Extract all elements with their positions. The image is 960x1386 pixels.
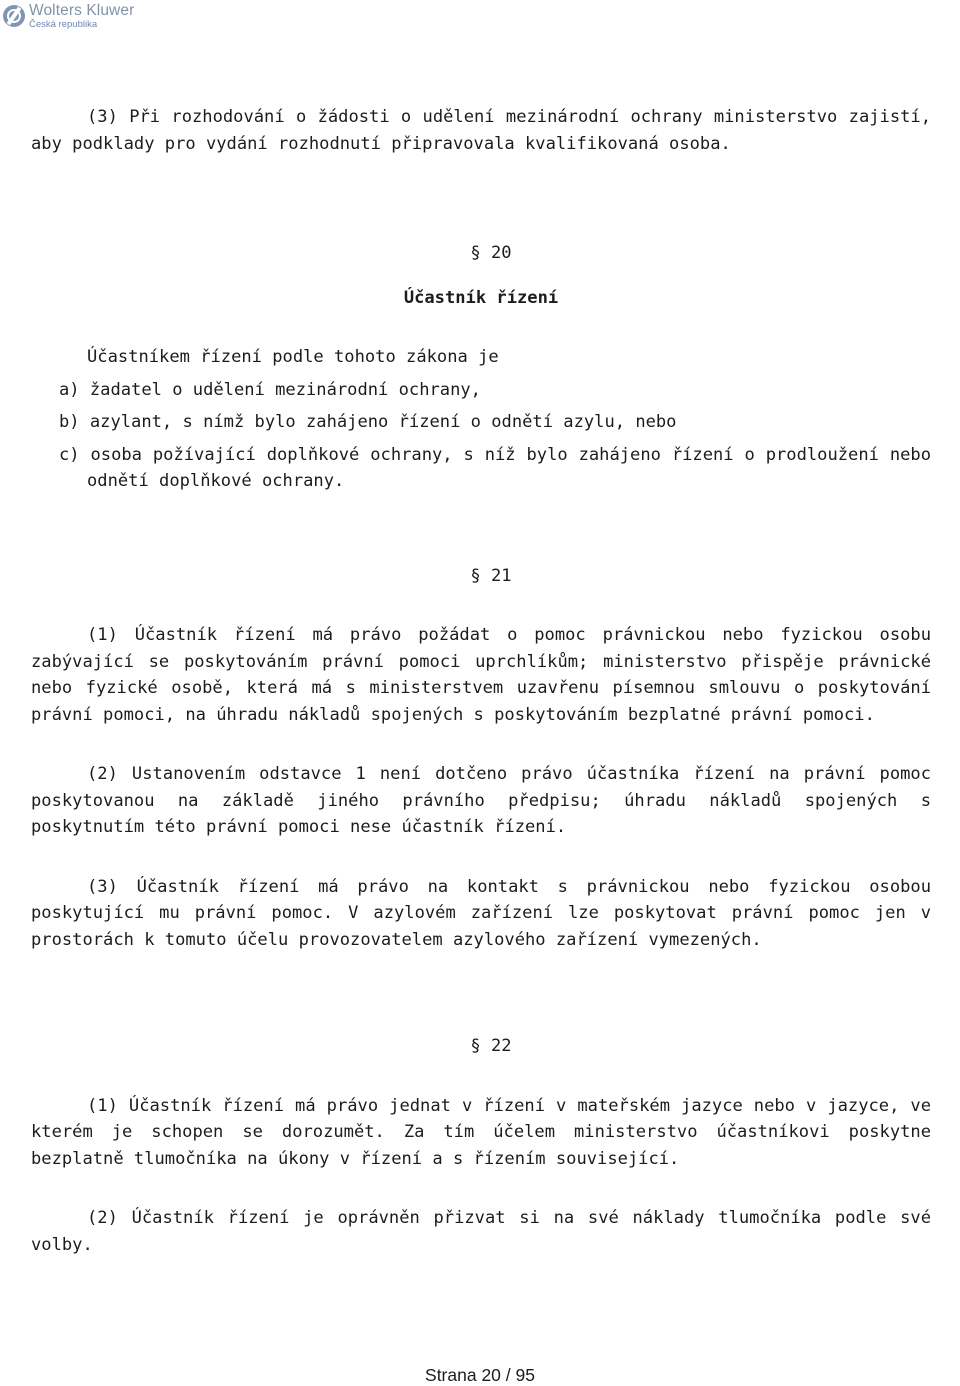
paragraph-19-3: (3) Při rozhodování o žádosti o udělení mezinárodní ochrany ministerstvo zajistí, aby podklady pro vydání rozhodnutí připravovala kvalifikovaná osoba. bbox=[31, 107, 931, 154]
logo-brand: Wolters Kluwer bbox=[29, 2, 135, 19]
logo-subbrand: Česká republika bbox=[29, 18, 98, 30]
section-22-paragraph-1: (1) Účastník řízení má právo jednat v řízení v mateřském jazyce nebo v jazyce, ve kterém je schopen se dorozumět. Za tím účelem ministerstvo účastníkovi poskytne bezplatně tlumočníka na úkony v řízení a s řízením související. bbox=[31, 1095, 931, 1169]
section-22-number: § 22 bbox=[470, 1036, 512, 1056]
section-20-intro: Účastníkem řízení podle tohoto zákona je bbox=[87, 347, 499, 367]
section-21-paragraph-1: (1) Účastník řízení má právo požádat o pomoc právnickou nebo fyzickou osobu zabývající se poskytováním právní pomoci uprchlíkům; ministerstvo přispěje právnické nebo fyzické osobě, která má s ministerstvem uzavřenu písemnou smlouvu o poskytování právní pomoci, na úhradu nákladů spojených s poskytováním bezplatné právní pomoci. bbox=[31, 625, 931, 725]
section-21-paragraph-2: (2) Ustanovením odstavce 1 není dotčeno právo účastníka řízení na právní pomoc poskytovanou na základě jiného právního předpisu; úhradu nákladů spojených s poskytnutím této právní pomoci nese účastník řízení. bbox=[31, 764, 931, 837]
list-item-c: c) osoba požívající doplňkové ochrany, s níž bylo zahájeno řízení o prodloužení nebo odnětí doplňkové ochrany. bbox=[59, 444, 931, 491]
section-20-title: Účastník řízení bbox=[403, 287, 559, 308]
logo-text bbox=[29, 3, 134, 29]
publisher-logo bbox=[3, 3, 134, 29]
section-22-paragraph-2: (2) Účastník řízení je oprávněn přizvat si na své náklady tlumočníka podle své volby. bbox=[31, 1208, 931, 1255]
list-item-b: b) azylant, s nímž bylo zahájeno řízení o odnětí azylu, nebo bbox=[59, 412, 677, 432]
wolters-kluwer-logo-icon bbox=[3, 5, 25, 27]
list-item-a: a) žadatel o udělení mezinárodní ochrany, bbox=[59, 379, 481, 400]
section-21-number: § 21 bbox=[470, 565, 512, 586]
section-20-number: § 20 bbox=[470, 243, 512, 263]
page-number: Strana 20 / 95 bbox=[425, 1365, 535, 1385]
section-21-paragraph-3: (3) Účastník řízení má právo na kontakt s právnickou nebo fyzickou osobou poskytující mu právní pomoc. V azylovém zařízení lze poskytovat právní pomoc jen v prostorách k tomuto účelu provozovatelem azylového zařízení vymezených. bbox=[31, 876, 931, 950]
document-body bbox=[31, 104, 931, 1258]
